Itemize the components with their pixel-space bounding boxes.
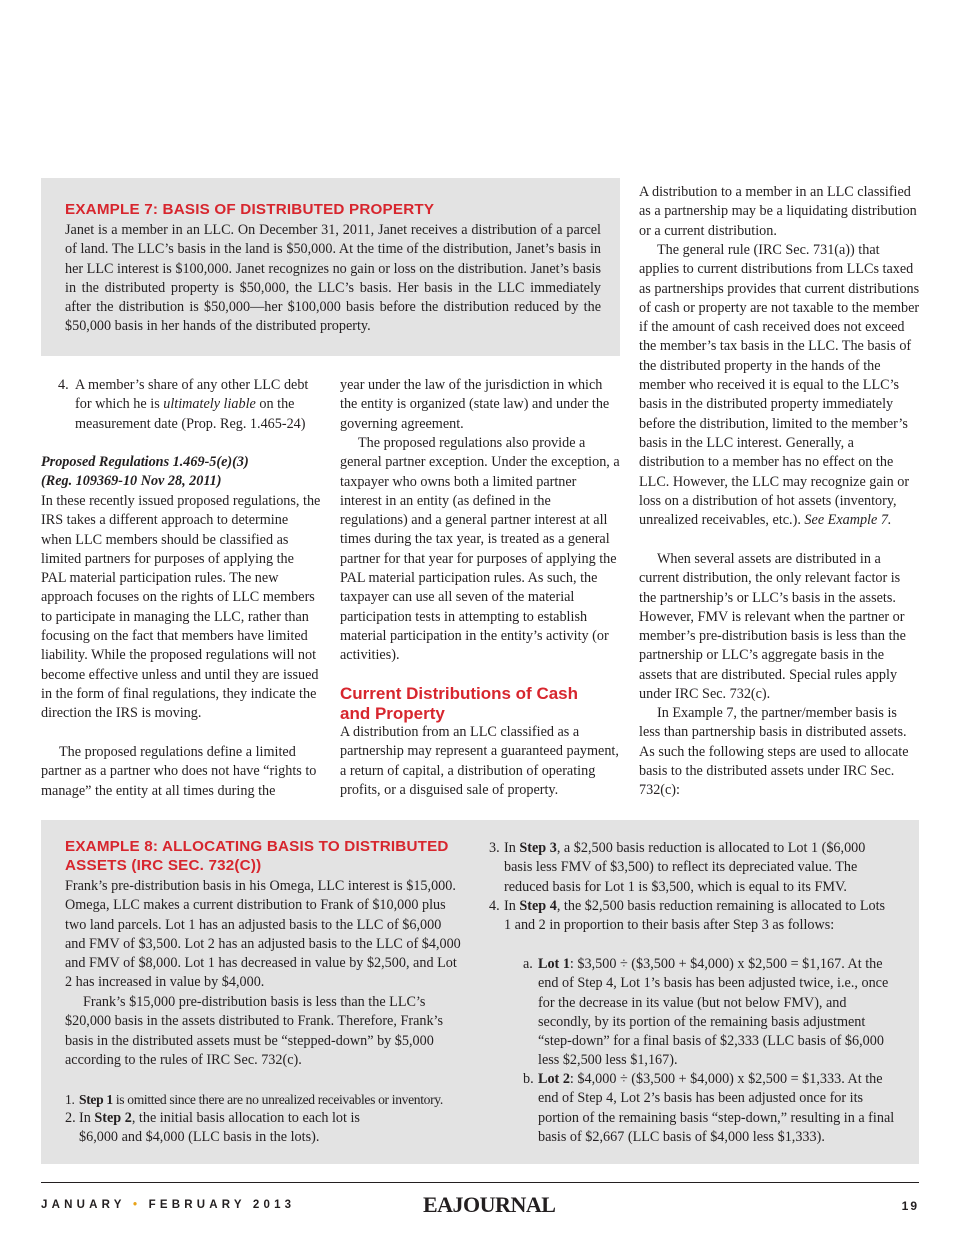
col2-paragraph-2: The proposed regulations also provide a general partner exception. Under the exception, a taxpayer who owns both a limited partner interest in an entity (as defined in the regulations) and a general partner interest at all times during the tax year, is treated as a general partner for that year for purposes of applying the PAL material participation rules. As such, the taxpayer can use all seven of the material participation tests in attempting to establish material participation in the entity’s activity (or activities). [340,435,620,664]
step-4-item: 4. In Step 4, the $2,500 basis reduction remaining is allocated to Lots 1 and 2 in proportion to their basis after Step 3 as follows: [489,898,886,934]
col2-paragraph-3: A distribution from an LLC classified as a partnership may represent a guaranteed payment, a return of capital, a distribution of operating profits, or a disguised sale of property. [340,724,619,798]
col2-paragraph-1: year under the law of the jurisdiction in which the entity is organized (state law) and under the governing agreement. [340,377,610,432]
step-4-sub-item-b: b. Lot 2: $4,000 ÷ ($3,500 + $4,000) x $2,500 = $1,333. At the end of Step 4, Lot 2’s basis has been adjusted once for its portion of the remaining basis “step-down,” resulting in a final basis of $2,667 (LLC basis of $4,000 less $1,333). [523,1071,895,1145]
see-example-7-reference: See Example 7. [804,512,892,529]
footer-issue-date: JANUARY • FEBRUARY 2013 [41,1199,296,1211]
step-4-sub-item-a: a. Lot 1: $3,500 ÷ ($3,500 + $4,000) x $2,500 = $1,167. At the end of Step 4, Lot 1’s basis has been adjusted twice, i.e., once for the decrease in its value (but not below FMV), and secondly, by its portion of the remaining basis adjustment “step-down” for a final basis of $2,333 (LLC basis of $6,000 less $2,500 less $1,167). [523,956,889,1069]
step-3-item: 3. In Step 3, a $2,500 basis reduction is allocated to Lot 1 ($6,000 basis less FMV of $3,500) to reflect its depreciated value. The reduced basis for Lot 1 is $3,500, which is equal to its FMV. [489,840,866,895]
step-2-item: 2. In Step 2, the initial basis allocation to each lot is $6,000 and $4,000 (LLC basis in the lots). [65,1110,360,1146]
list-item-4-text: A member’s share of any other LLC debt for which he is ultimately liable on the measurement date (Prop. Reg. 1.465-24) [75,377,309,432]
footer-rule [41,1182,919,1183]
list-item-4-number: 4. [58,377,69,393]
example-8-paragraph-1: Frank’s pre-distribution basis in his Omega, LLC interest is $15,000. Omega, LLC makes a current distribution to Frank of $10,000 plus two land parcels. Lot 1 has an adjusted basis to the LLC of $6,000 and FMV of $3,500. Lot 2 has an adjusted basis to the LLC of $4,000 and FMV of $8,000. Lot 1 has decreased in value by $2,500, and Lot 2 has increased in value by $4,000. [65,878,461,991]
list-item-4 [58,376,320,434]
section-heading-current-distributions: Current Distributions of Cash and Property [340,684,579,723]
example-7-title: EXAMPLE 7: BASIS OF DISTRIBUTED PROPERTY [65,201,435,218]
proposed-regulations-subheading: Proposed Regulations 1.469-5(e)(3) (Reg. 109369-10 Nov 28, 2011) [41,454,249,490]
col1-paragraph-1: In these recently issued proposed regulations, the IRS takes a different approach to determine when LLC members should be classified as limited partners for purposes of applying the PAL material participation rules. The new approach focuses on the rights of LLC members to participate in managing the LLC, rather than focusing on the fact that members have limited liability. While the proposed regulations will not become effective unless and until they are issued in the form of final regulations, they indicate the direction the IRS is moving. [41,493,321,722]
col3-paragraph-3: When several assets are distributed in a current distribution, the only relevant factor is the partnership’s or LLC’s basis in the assets. However, FMV is relevant when the partner or member’s pre-distribution basis is less than the partnership or LLC’s aggregate basis in the assets that are distributed. Special rules apply under IRC Sec. 732(c). [639,551,906,703]
step-1-item: 1. Step 1 is omitted since there are no unrealized receivables or inventory. [65,1092,443,1107]
footer-bullet: • [132,1199,142,1211]
ea-journal-logo: EAJOURNAL [423,1192,556,1217]
example-7-body: Janet is a member in an LLC. On December 31, 2011, Janet receives a distribution of a parcel of land. The LLC’s basis in the land is $50,000. At the time of the distribution, Janet’s basis in her LLC interest is $100,000. Janet recognizes no gain or loss on the distribution. Janet’s basis in the distributed property is $50,000, the LLC’s basis. Her basis in the LLC immediately after the distribution is $50,000—her $100,000 basis before the distribution reduced by the $50,000 basis in her hands of the distributed property. [65,222,601,335]
col3-paragraph-1: A distribution to a member in an LLC classified as a partnership may be a liquidating distribution or a current distribution. [639,184,917,239]
example-8-title: EXAMPLE 8: ALLOCATING BASIS TO DISTRIBUTED ASSETS (IRC SEC. 732(C)) [65,838,449,874]
col3-paragraph-4: In Example 7, the partner/member basis is less than partnership basis in distributed assets. As such the following steps are used to allocate basis to the distributed assets under IRC Sec. 732(c): [639,705,909,799]
example-8-paragraph-2: Frank’s $15,000 pre-distribution basis is less than the LLC’s $20,000 basis in the assets distributed to Frank. Therefore, Frank’s basis in the distributed assets must be “stepped-down” by $5,000 according to the rules of IRC Sec. 732(c). [65,994,444,1068]
col3-paragraph-2: The general rule (IRC Sec. 731(a)) that applies to current distributions from LLCs taxed as partnerships provides that current distributions of cash or property are not taxable to the member if the amount of cash received does not exceed the member’s tax basis in the LLC. The basis of the distributed property in the hands of the member who received it is equal to the LLC’s basis in the distributed property immediately before the distribution, limited to the member’s basis in the LLC interest. Generally, a distribution to a member has no effect on the LLC. However, the LLC may recognize gain or loss on a distribution of hot assets (inventory, unrealized receivables, etc.). See Example 7. [639,242,920,529]
col1-paragraph-2: The proposed regulations define a limited partner as a partner who does not have “rights to manage” the entity at all times during the [41,744,317,799]
page-number: 19 [901,1199,919,1213]
